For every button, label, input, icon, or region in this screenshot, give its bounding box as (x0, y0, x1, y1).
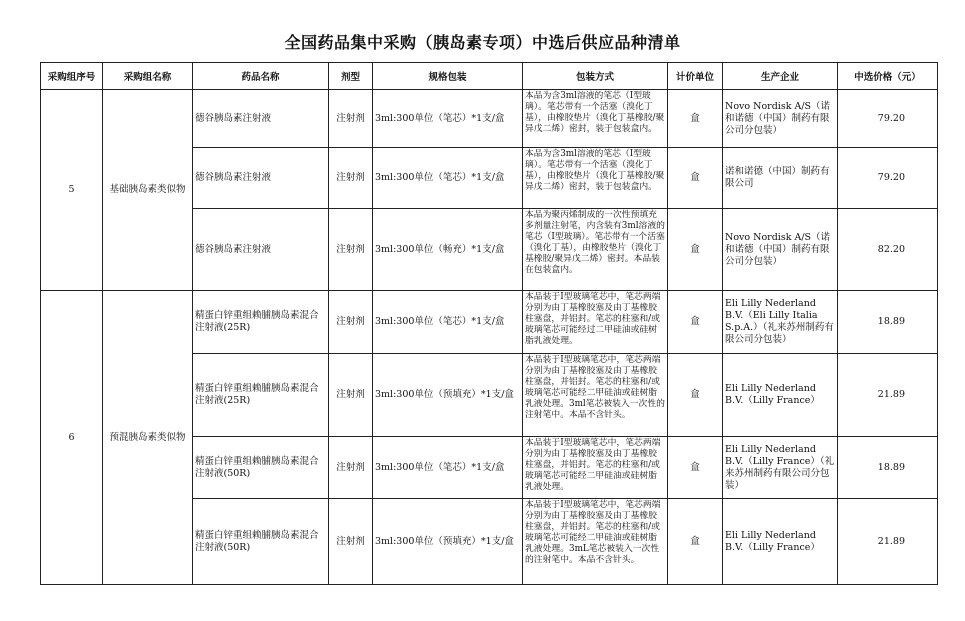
group-no: 6 (41, 291, 103, 585)
dosage-form: 注射剂 (329, 148, 373, 209)
spec: 3ml:300单位（预填充）*1支/盒 (373, 499, 523, 585)
dosage-form: 注射剂 (329, 437, 373, 499)
manufacturer: Novo Nordisk A/S（诺和诺德（中国）制药有限公司分包装） (723, 90, 838, 148)
price: 18.89 (838, 437, 938, 499)
header-drug-name: 药品名称 (193, 63, 329, 90)
unit: 盒 (668, 499, 723, 585)
unit: 盒 (668, 437, 723, 499)
drug-name: 德谷胰岛素注射液 (193, 209, 329, 291)
dosage-form: 注射剂 (329, 90, 373, 148)
drug-name: 德谷胰岛素注射液 (193, 90, 329, 148)
header-manufacturer: 生产企业 (723, 63, 838, 90)
table-row (41, 90, 938, 148)
spec: 3ml:300单位（预填充）*1支/盒 (373, 354, 523, 437)
group-no: 5 (41, 90, 103, 291)
procurement-table (40, 62, 938, 585)
header-spec: 规格包装 (373, 63, 523, 90)
header-group-no: 采购组序号 (41, 63, 103, 90)
manufacturer: Novo Nordisk A/S（诺和诺德（中国）制药有限公司分包装） (723, 209, 838, 291)
group-name: 基础胰岛素类似物 (103, 90, 193, 291)
price: 21.89 (838, 499, 938, 585)
manufacturer: 诺和诺德（中国）制药有限公司 (723, 148, 838, 209)
header-row (41, 63, 938, 90)
unit: 盒 (668, 209, 723, 291)
spec: 3ml:300单位（笔芯）*1支/盒 (373, 437, 523, 499)
packaging: 本品装于I型玻璃笔芯中，笔芯两端分别为由丁基橡胶塞及由丁基橡胶柱塞盘，并铝封。笔芯的柱塞和/或玻璃笔芯可能经二甲硅油或硅树脂乳液处理。3mL笔芯被装入一次性的注射笔中。本品不含针头。 (523, 499, 668, 585)
dosage-form: 注射剂 (329, 291, 373, 354)
unit: 盒 (668, 148, 723, 209)
spec: 3ml:300单位（笔芯）*1支/盒 (373, 291, 523, 354)
manufacturer: Eli Lilly Nederland B.V.（Eli Lilly Italia S.p.A.）（礼来苏州制药有限公司分包装） (723, 291, 838, 354)
header-group-name: 采购组名称 (103, 63, 193, 90)
packaging: 本品装于I型玻璃笔芯中，笔芯两端分别为由丁基橡胶塞及由丁基橡胶柱塞盘，并铝封。笔芯的柱塞和/或玻璃笔芯可能经过二甲硅油或硅树脂乳液处理。 (523, 291, 668, 354)
packaging: 本品装于I型玻璃笔芯中，笔芯两端分别为由丁基橡胶塞及由丁基橡胶柱塞盘，并铝封。笔芯的柱塞和/或玻璃笔芯可能经二甲硅油或硅树脂乳液处理。3ml笔芯被装入一次性的注射笔中。本品不含针头。 (523, 354, 668, 437)
packaging: 本品为聚丙烯制成的一次性预填充多剂量注射笔，内含装有3ml溶液的笔芯（I型玻璃）。笔芯带有一个活塞（溴化丁基），由橡胶垫片（溴化丁基橡胶/聚异戊二烯）密封。本品装在包装盒内。 (523, 209, 668, 291)
unit: 盒 (668, 354, 723, 437)
header-dosage-form: 剂型 (329, 63, 373, 90)
packaging: 本品为含3ml溶液的笔芯（I型玻璃）。笔芯带有一个活塞（溴化丁基），由橡胶垫片（溴化丁基橡胶/聚异戊二烯）密封，装于包装盒内。 (523, 148, 668, 209)
spec: 3ml:300单位（畅充）*1支/盒 (373, 209, 523, 291)
dosage-form: 注射剂 (329, 209, 373, 291)
drug-name: 精蛋白锌重组赖脯胰岛素混合注射液(25R) (193, 291, 329, 354)
table-row (41, 291, 938, 354)
header-packaging: 包装方式 (523, 63, 668, 90)
drug-name: 精蛋白锌重组赖脯胰岛素混合注射液(50R) (193, 437, 329, 499)
spec: 3ml:300单位（笔芯）*1支/盒 (373, 90, 523, 148)
unit: 盒 (668, 90, 723, 148)
drug-name: 德谷胰岛素注射液 (193, 148, 329, 209)
group-name: 预混胰岛素类似物 (103, 291, 193, 585)
packaging: 本品为含3ml溶液的笔芯（I型玻璃）。笔芯带有一个活塞（溴化丁基），由橡胶垫片（溴化丁基橡胶/聚异戊二烯）密封，装于包装盒内。 (523, 90, 668, 148)
price: 82.20 (838, 209, 938, 291)
drug-name: 精蛋白锌重组赖脯胰岛素混合注射液(25R) (193, 354, 329, 437)
header-unit: 计价单位 (668, 63, 723, 90)
header-price: 中选价格（元） (838, 63, 938, 90)
page-title: 全国药品集中采购（胰岛素专项）中选后供应品种清单 (284, 33, 681, 52)
manufacturer: Eli Lilly Nederland B.V.（Lilly France）（礼来苏州制药有限公司分包装） (723, 437, 838, 499)
manufacturer: Eli Lilly Nederland B.V.（Lilly France） (723, 499, 838, 585)
spec: 3ml:300单位（笔芯）*1支/盒 (373, 148, 523, 209)
dosage-form: 注射剂 (329, 499, 373, 585)
price: 79.20 (838, 148, 938, 209)
drug-name: 精蛋白锌重组赖脯胰岛素混合注射液(50R) (193, 499, 329, 585)
price: 21.89 (838, 354, 938, 437)
unit: 盒 (668, 291, 723, 354)
packaging: 本品装于I型玻璃笔芯中，笔芯两端分别为由丁基橡胶塞及由丁基橡胶柱塞盘，并铝封。笔芯的柱塞和/或玻璃笔芯可能经二甲硅油或硅树脂乳液处理。 (523, 437, 668, 499)
price: 79.20 (838, 90, 938, 148)
price: 18.89 (838, 291, 938, 354)
dosage-form: 注射剂 (329, 354, 373, 437)
manufacturer: Eli Lilly Nederland B.V.（Lilly France） (723, 354, 838, 437)
